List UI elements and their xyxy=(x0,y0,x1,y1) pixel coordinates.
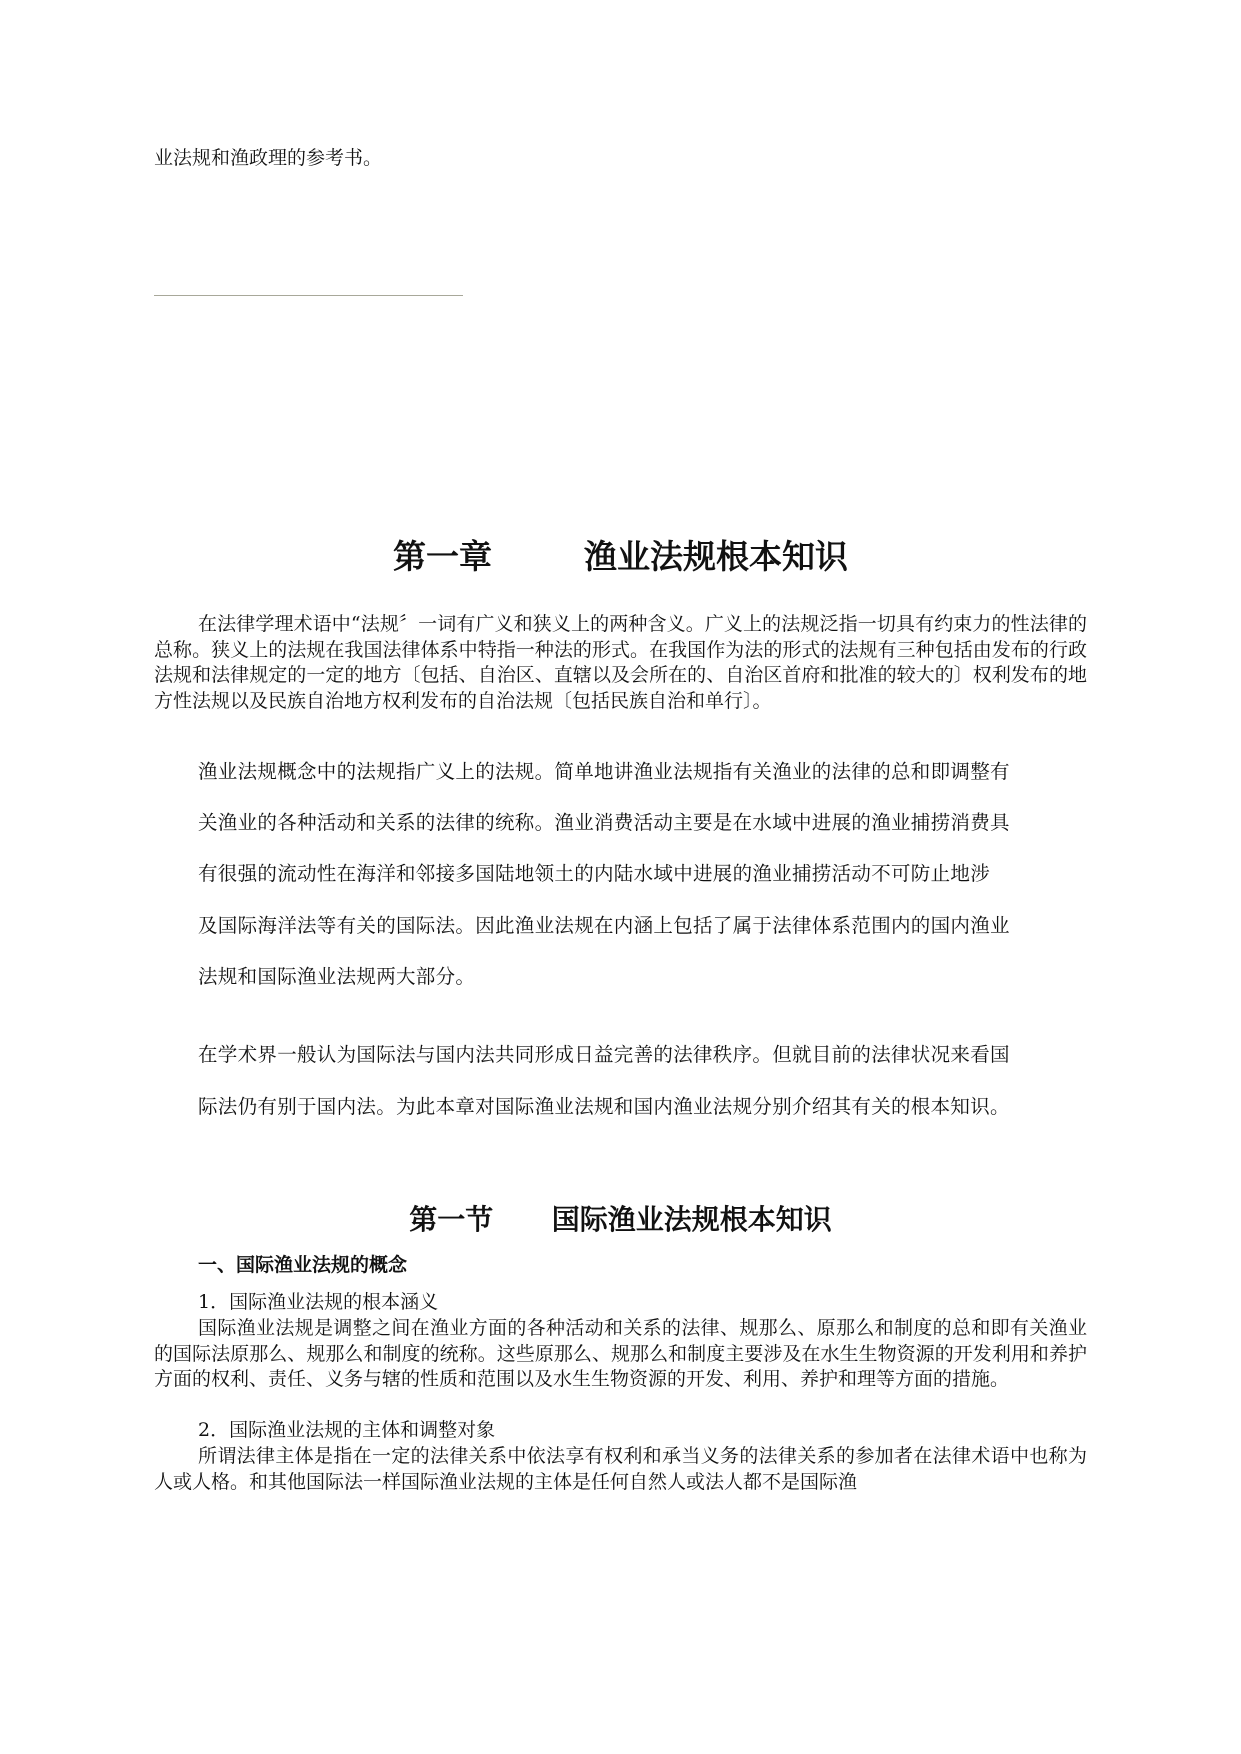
item-2-body: 所谓法律主体是指在一定的法律关系中依法享有权利和承当义务的法律关系的参加者在法律术语中也称为人或人格。和其他国际法一样国际渔业法规的主体是任何自然人或法人都不是国际渔 xyxy=(154,1445,1087,1493)
paragraph-legal-order-line-2: 际法仍有别于国内法。为此本章对国际渔业法规和国内渔业法规分别介绍其有关的根本知识。 xyxy=(198,1095,1010,1118)
paragraph-fishery-law-line-3: 有很强的流动性在海洋和邻接多国陆地领土的内陆水域中进展的渔业捕捞活动不可防止地涉 xyxy=(198,862,991,885)
paragraph-fishery-law-line-2: 关渔业的各种活动和关系的法律的统称。渔业消费活动主要是在水域中进展的渔业捕捞消费具 xyxy=(198,811,1010,834)
item-2-title: 2．国际渔业法规的主体和调整对象 xyxy=(198,1419,496,1441)
intro-tail-text: 业法规和渔政理的参考书。 xyxy=(154,147,383,169)
paragraph-legal-definition: 在法律学理术语中“法规〞一词有广义和狭义上的两种含义。广义上的法规泛指一切具有约束力的性法律的总称。狭义上的法规在我国法律体系中特指一种法的形式。在我国作为法的形式的法规有三种包括由发布的行政法规和法律规定的一定的地方〔包括、自治区、直辖以及会所在的、自治区首府和批准的较大的〕权利发布的地方性法规以及民族自治地方权利发布的自治法规〔包括民族自治和单行〕。 xyxy=(154,613,1087,712)
subheading-concept: 一、国际渔业法规的概念 xyxy=(198,1254,408,1276)
item-1-body: 国际渔业法规是调整之间在渔业方面的各种活动和关系的法律、规那么、原那么和制度的总和即有关渔业的国际法原那么、规那么和制度的统称。这些原那么、规那么和制度主要涉及在水生生物资源的开发利用和养护方面的权利、责任、义务与辖的性质和范围以及水生生物资源的开发、利用、养护和理等方面的措施。 xyxy=(154,1317,1087,1390)
divider-line xyxy=(154,295,463,296)
paragraph-fishery-law-line-4: 及国际海洋法等有关的国际法。因此渔业法规在内涵上包括了属于法律体系范围内的国内渔业 xyxy=(198,914,1010,937)
item-1-title: 1．国际渔业法规的根本涵义 xyxy=(198,1291,439,1313)
section-title: 第一节 国际渔业法规根本知识 xyxy=(409,1203,832,1236)
paragraph-fishery-law-line-1: 渔业法规概念中的法规指广义上的法规。简单地讲渔业法规指有关渔业的法律的总和即调整有 xyxy=(198,760,1010,783)
chapter-title: 第一章 渔业法规根本知识 xyxy=(393,537,848,576)
paragraph-fishery-law-line-5: 法规和国际渔业法规两大部分。 xyxy=(198,965,476,988)
paragraph-legal-order-line-1: 在学术界一般认为国际法与国内法共同形成日益完善的法律秩序。但就目前的法律状况来看国 xyxy=(198,1043,1010,1066)
